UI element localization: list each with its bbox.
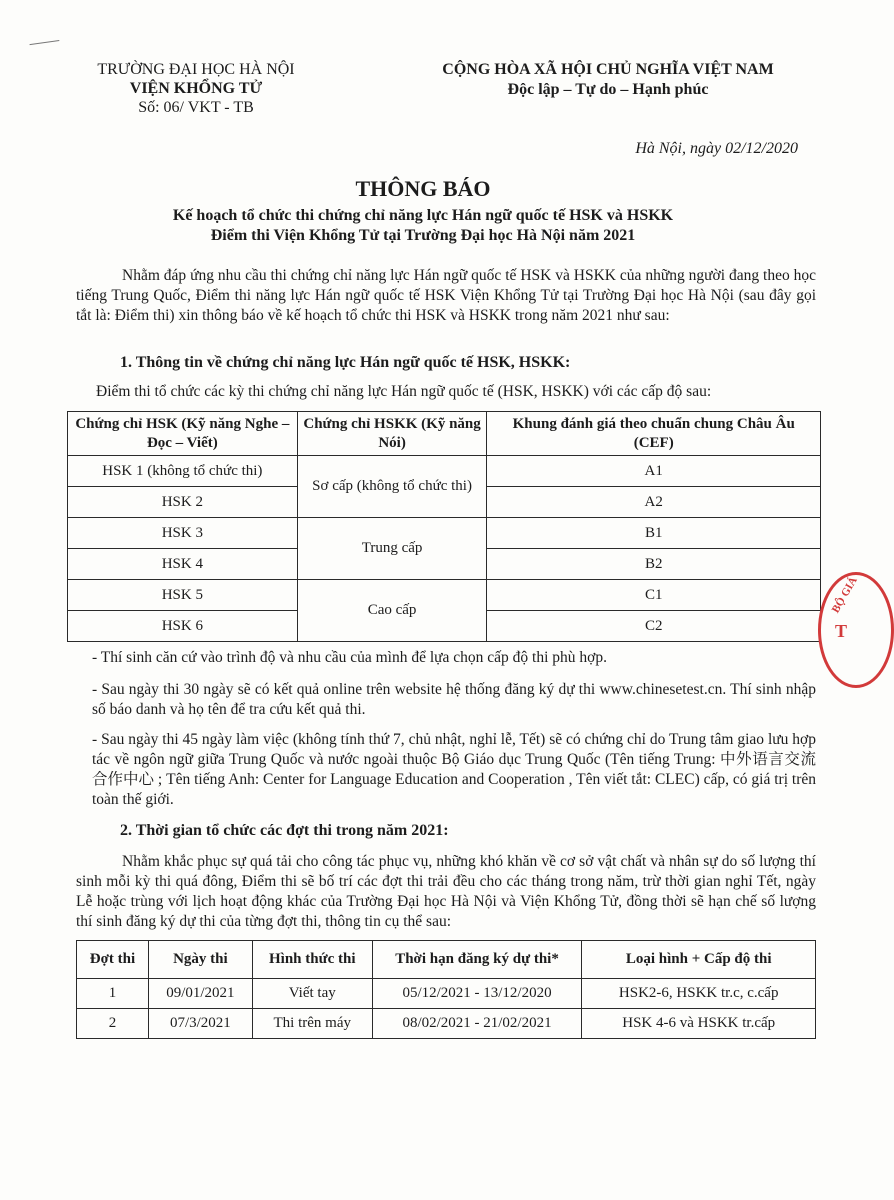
university-name: TRƯỜNG ĐẠI HỌC HÀ NỘI: [97, 61, 295, 78]
cef-cell: C2: [487, 611, 821, 642]
cef-cell: B1: [487, 518, 821, 549]
hsk-cell: HSK 3: [68, 518, 298, 549]
stamp-letter: T: [835, 621, 848, 641]
section-2-intro: Nhằm khắc phục sự quá tải cho công tác phục vụ, những khó khăn về cơ sở vật chất và nhân sự do số lượng thí sinh mỗi kỳ thi quá đông, Điểm thi sẽ bố trí các đợt thi trải đều cho các tháng trong năm, trừ thời gian nghỉ Tết, ngày Lễ hoặc trùng với lịch hoạt động khác của Trường Đại học Hà Nội và Viện Khổng Tử, đồng thời sẽ hạn chế số lượng thí sinh đăng ký dự thi của từng đợt thi, thông tin cụ thể sau:: [76, 853, 816, 930]
stamp-text: BỘ GIÁ: [829, 574, 860, 616]
header-exam-format: Hình thức thi: [252, 941, 372, 979]
motto: Độc lập – Tự do – Hạnh phúc: [507, 81, 709, 98]
header-cef: Khung đánh giá theo chuẩn chung Châu Âu (CEF): [487, 412, 821, 456]
cell-exam-format: Thi trên máy: [252, 1009, 372, 1039]
table-row: [68, 580, 821, 611]
cell-exam-date: 07/3/2021: [148, 1009, 252, 1039]
hsk-cell: HSK 5: [68, 580, 298, 611]
cell-round: 2: [77, 1009, 149, 1039]
section-1-intro: Điểm thi tổ chức các kỳ thi chứng chỉ năng lực Hán ngữ quốc tế (HSK, HSKK) với các cấp độ sau:: [96, 383, 712, 400]
cef-cell: B2: [487, 549, 821, 580]
issuer-header: [96, 60, 296, 117]
table-row: [68, 518, 821, 549]
header-round: Đợt thi: [77, 941, 149, 979]
note-3: - Sau ngày thi 45 ngày làm việc (không tính thứ 7, chủ nhật, nghỉ lễ, Tết) sẽ có chứng chỉ do Trung tâm giao lưu hợp tác về ngôn ngữ giữa Trung Quốc và nước ngoài thuộc Bộ Giáo dục Trung Quốc (Tên tiếng Trung: 中外语言交流合作中心 ; Tên tiếng Anh: Center for Language Education and Cooperation , Tên viết tắt: CLEC) cấp, có giá trị trên toàn thế giới.: [92, 731, 816, 808]
table-header-row: [77, 941, 816, 979]
hskk-cell: Cao cấp: [297, 580, 487, 642]
header-exam-date: Ngày thi: [148, 941, 252, 979]
red-seal-stamp: [818, 572, 894, 688]
header-exam-type: Loại hình + Cấp độ thi: [582, 941, 816, 979]
note-2: - Sau ngày thi 30 ngày sẽ có kết quả online trên website hệ thống đăng ký dự thi www.chinesetest.cn. Thí sinh nhập số báo danh và họ tên để tra cứu kết quả thi.: [92, 681, 816, 718]
hsk-cell: HSK 4: [68, 549, 298, 580]
exam-schedule-table: [76, 940, 816, 1039]
table-row: [77, 1009, 816, 1039]
subtitle-line-1: Kế hoạch tổ chức thi chứng chỉ năng lực Hán ngữ quốc tế HSK và HSKK: [172, 207, 674, 224]
document-number: Số: 06/ VKT - TB: [138, 99, 254, 116]
table-row: [77, 979, 816, 1009]
cell-round: 1: [77, 979, 149, 1009]
subtitle-line-2: Điểm thi Viện Khổng Tử tại Trường Đại học Hà Nội năm 2021: [210, 227, 636, 244]
header-registration-period: Thời hạn đăng ký dự thi*: [372, 941, 582, 979]
national-header: [400, 60, 816, 100]
header-hsk: Chứng chỉ HSK (Kỹ năng Nghe – Đọc – Viết): [68, 412, 298, 456]
document-title: THÔNG BÁO: [355, 176, 491, 201]
institute-name: VIỆN KHỔNG TỬ: [129, 80, 263, 97]
cell-exam-type: HSK 4-6 và HSKK tr.cấp: [582, 1009, 816, 1039]
hsk-cell: HSK 2: [68, 487, 298, 518]
issue-date: Hà Nội, ngày 02/12/2020: [635, 140, 798, 157]
cell-registration-period: 08/02/2021 - 21/02/2021: [372, 1009, 582, 1039]
table-row: [68, 456, 821, 487]
hskk-cell: Trung cấp: [297, 518, 487, 580]
cell-registration-period: 05/12/2021 - 13/12/2020: [372, 979, 582, 1009]
cef-cell: C1: [487, 580, 821, 611]
intro-paragraph: Nhằm đáp ứng nhu cầu thi chứng chỉ năng lực Hán ngữ quốc tế HSK và HSKK của những người đang theo học tiếng Trung Quốc, Điểm thi năng lực Hán ngữ quốc tế HSK Viện Khổng Tử tại Trường Đại học Hà Nội (sau đây gọi tắt là: Điểm thi) xin thông báo về kế hoạch tổ chức thi HSK và HSKK trong năm 2021 như sau:: [76, 267, 816, 324]
section-2-heading: 2. Thời gian tổ chức các đợt thi trong năm 2021:: [120, 822, 449, 839]
certificate-levels-table: [67, 411, 821, 642]
table-header-row: [68, 412, 821, 456]
cef-cell: A1: [487, 456, 821, 487]
hsk-cell: HSK 6: [68, 611, 298, 642]
country-name: CỘNG HÒA XÃ HỘI CHỦ NGHĨA VIỆT NAM: [442, 61, 774, 78]
hsk-cell: HSK 1 (không tổ chức thi): [68, 456, 298, 487]
cell-exam-type: HSK2-6, HSKK tr.c, c.cấp: [582, 979, 816, 1009]
section-1-heading: 1. Thông tin về chứng chỉ năng lực Hán ngữ quốc tế HSK, HSKK:: [120, 354, 571, 371]
hskk-cell: Sơ cấp (không tổ chức thi): [297, 456, 487, 518]
cell-exam-format: Viết tay: [252, 979, 372, 1009]
cef-cell: A2: [487, 487, 821, 518]
cell-exam-date: 09/01/2021: [148, 979, 252, 1009]
note-1: - Thí sinh căn cứ vào trình độ và nhu cầu của mình để lựa chọn cấp độ thi phù hợp.: [92, 649, 607, 666]
scan-mark: [30, 40, 61, 53]
header-hskk: Chứng chỉ HSKK (Kỹ năng Nói): [297, 412, 487, 456]
